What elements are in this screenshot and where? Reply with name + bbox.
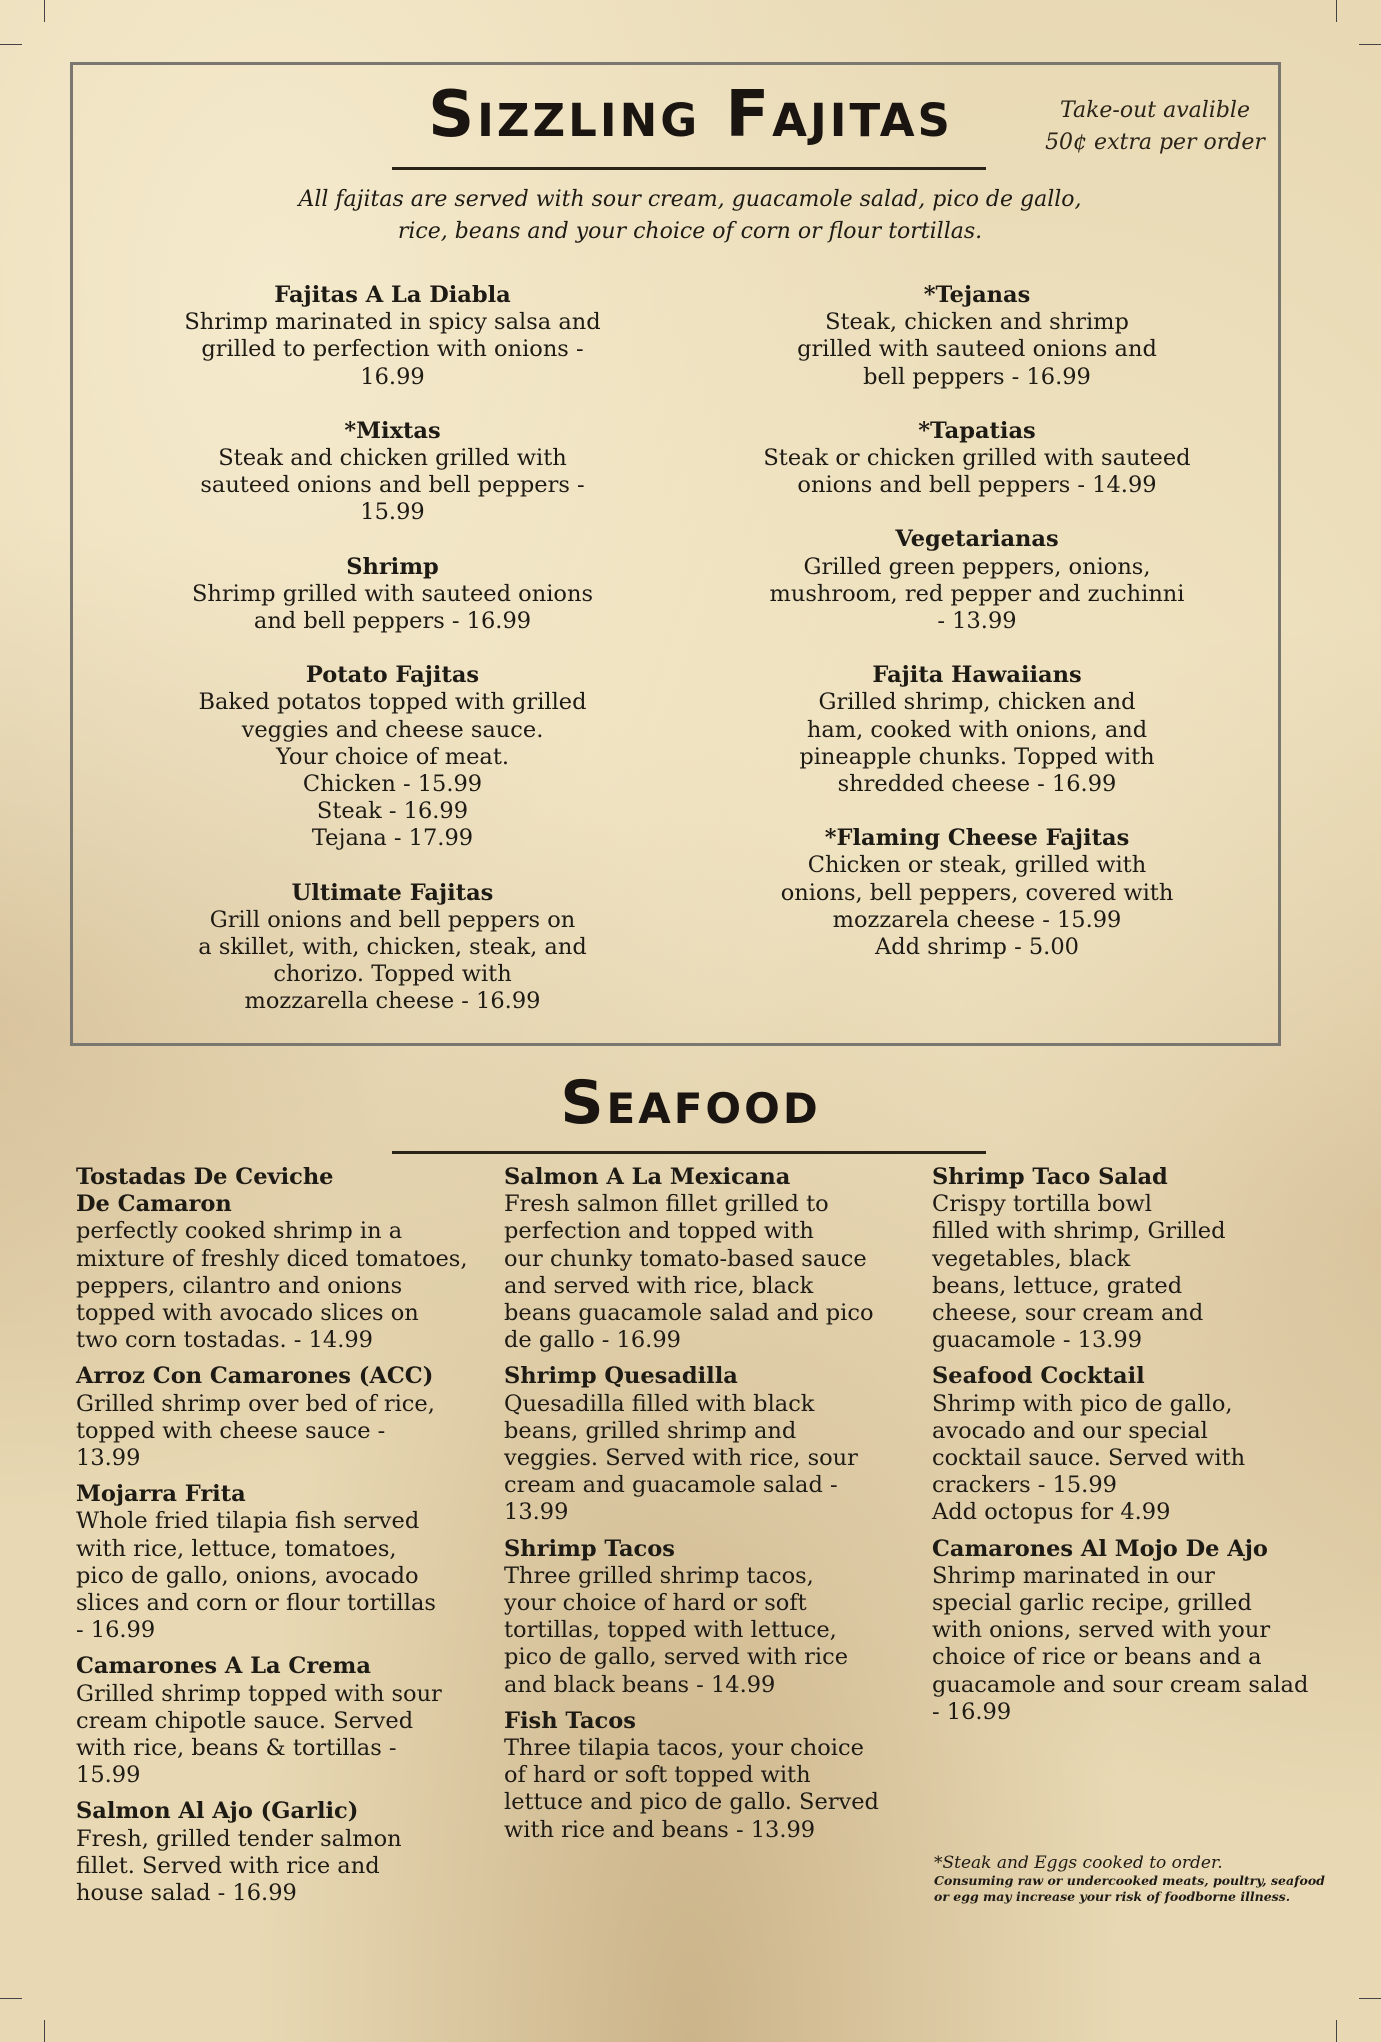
- item-description: cocktail sauce. Served with: [932, 1445, 1246, 1472]
- takeout-line: Take-out avalible: [1060, 98, 1250, 123]
- item-description: topped with avocado slices on: [76, 1300, 419, 1327]
- menu-item: [932, 1164, 1332, 1354]
- item-description: and bell peppers - 16.99: [253, 608, 532, 635]
- food-safety-disclaimer: [934, 1853, 1334, 1905]
- item-description: perfectly cooked shrimp in a: [76, 1218, 403, 1245]
- disclaimer-small: or egg may increase your risk of foodborne illness.: [934, 1889, 1291, 1904]
- item-description: filled with shrimp, Grilled: [932, 1218, 1226, 1245]
- item-price: de gallo - 16.99: [504, 1327, 681, 1354]
- item-description: Baked potatos topped with grilled: [198, 689, 587, 716]
- item-description: Whole fried tilapia fish served: [76, 1508, 420, 1535]
- item-description: avocado and our special: [932, 1417, 1208, 1444]
- menu-item: [752, 662, 1202, 798]
- fajitas-right-column: [752, 282, 1202, 988]
- item-description: Grill onions and bell peppers on: [209, 906, 576, 933]
- item-description: Shrimp marinated in spicy salsa and: [184, 309, 601, 336]
- menu-item: [76, 1653, 476, 1789]
- item-price: 13.99: [504, 1499, 569, 1526]
- item-description: of hard or soft topped with: [504, 1762, 811, 1789]
- item-name: Ultimate Fajitas: [291, 879, 494, 906]
- menu-item: [76, 1798, 476, 1907]
- item-description: tortillas, topped with lettuce,: [504, 1617, 837, 1644]
- item-description: chorizo. Topped with: [273, 961, 512, 988]
- seafood-title-rule: [392, 1151, 986, 1154]
- fajitas-title: Sizzling Fajitas: [428, 78, 953, 152]
- item-name: Fajitas A La Diabla: [274, 282, 511, 308]
- seafood-column-2: [504, 1164, 904, 1853]
- item-price: Chicken - 15.99: [302, 771, 483, 798]
- menu-item: [76, 1481, 476, 1644]
- item-price: 16.99: [360, 363, 425, 390]
- crop-mark: [0, 44, 22, 45]
- item-price: Steak - 16.99: [316, 798, 469, 825]
- item-name: Salmon A La Mexicana: [504, 1164, 791, 1190]
- item-description: and served with rice, black: [504, 1272, 814, 1299]
- item-name: Shrimp: [346, 553, 439, 580]
- item-description: pineapple chunks. Topped with: [799, 743, 1155, 770]
- item-description: a skillet, with, chicken, steak, and: [198, 934, 587, 961]
- menu-item: [752, 526, 1202, 635]
- item-description: with onions, served with your: [932, 1617, 1271, 1644]
- takeout-note: [1040, 95, 1270, 159]
- item-name: Potato Fajitas: [305, 662, 480, 689]
- item-price: - 16.99: [76, 1617, 156, 1644]
- menu-item: [170, 282, 615, 391]
- menu-item: [504, 1363, 904, 1526]
- item-description: Steak, chicken and shrimp: [825, 309, 1129, 336]
- item-name: *Tejanas: [923, 282, 1031, 308]
- item-description: cream and guacamole salad -: [504, 1472, 838, 1499]
- crop-mark: [1359, 44, 1381, 45]
- item-description: cream chipotle sauce. Served: [76, 1707, 414, 1734]
- item-description: Grilled green peppers, onions,: [803, 553, 1151, 580]
- menu-item: [170, 554, 615, 636]
- item-description: Three grilled shrimp tacos,: [504, 1562, 814, 1589]
- item-price: 15.99: [360, 499, 425, 526]
- item-description: onions, bell peppers, covered with: [780, 879, 1174, 906]
- item-name: Shrimp Taco Salad: [932, 1164, 1168, 1190]
- item-name: Arroz Con Camarones (ACC): [76, 1363, 434, 1390]
- seafood-column-1: [76, 1164, 476, 1916]
- seafood-title: Seafood: [560, 1068, 821, 1138]
- fajitas-left-column: [170, 282, 615, 1043]
- item-name: Camarones Al Mojo De Ajo: [932, 1535, 1268, 1562]
- item-description: topped with cheese sauce -: [76, 1417, 386, 1444]
- menu-item: [76, 1363, 476, 1472]
- item-description: beans, lettuce, grated: [932, 1272, 1183, 1299]
- item-name: Shrimp Quesadilla: [504, 1363, 738, 1390]
- item-name: *Tapatias: [918, 417, 1036, 444]
- menu-item: [170, 418, 615, 527]
- item-name: Fajita Hawaiians: [872, 662, 1082, 689]
- item-description: vegetables, black: [932, 1245, 1131, 1272]
- takeout-line: 50¢ extra per order: [1045, 130, 1265, 155]
- item-description: peppers, cilantro and onions: [76, 1272, 403, 1299]
- item-description: perfection and topped with: [504, 1218, 814, 1245]
- intro-line: All fajitas are served with sour cream, guacamole salad, pico de gallo,: [298, 187, 1082, 212]
- item-description: Shrimp with pico de gallo,: [932, 1390, 1233, 1417]
- item-description: ham, cooked with onions, and: [806, 716, 1148, 743]
- fajitas-title-rule: [392, 167, 986, 170]
- item-price: house salad - 16.99: [76, 1880, 297, 1907]
- item-price: and black beans - 14.99: [504, 1671, 776, 1698]
- item-description: Fresh salmon fillet grilled to: [504, 1191, 829, 1218]
- crop-mark: [44, 2020, 45, 2042]
- item-name: Mojarra Frita: [76, 1481, 246, 1508]
- crop-mark: [1359, 1998, 1381, 1999]
- item-description: Steak and chicken grilled with: [218, 445, 567, 472]
- item-description: lettuce and pico de gallo. Served: [504, 1789, 879, 1816]
- item-name: Tostadas De Ceviche: [76, 1164, 334, 1190]
- item-price: Add octopus for 4.99: [932, 1499, 1171, 1526]
- item-description: Quesadilla filled with black: [504, 1390, 815, 1417]
- item-price: bell peppers - 16.99: [863, 363, 1091, 390]
- item-name: Fish Tacos: [504, 1707, 636, 1734]
- item-description: veggies and cheese sauce.: [241, 716, 544, 743]
- item-description: Three tilapia tacos, your choice: [504, 1735, 864, 1762]
- disclaimer-main: *Steak and Eggs cooked to order.: [934, 1853, 1223, 1873]
- menu-item: [932, 1363, 1332, 1526]
- item-name: De Camaron: [76, 1191, 232, 1218]
- item-name: Shrimp Tacos: [504, 1535, 675, 1562]
- item-name: Camarones A La Crema: [76, 1653, 371, 1680]
- item-description: Shrimp marinated in our: [932, 1562, 1215, 1589]
- item-price: two corn tostadas. - 14.99: [76, 1327, 373, 1354]
- item-description: Chicken or steak, grilled with: [807, 852, 1147, 879]
- item-description: with rice, beans & tortillas -: [76, 1735, 397, 1762]
- menu-item: [932, 1536, 1332, 1726]
- item-description: pico de gallo, onions, avocado: [76, 1562, 419, 1589]
- item-price: mozzarella cheese - 16.99: [244, 988, 541, 1015]
- item-description: Crispy tortilla bowl: [932, 1191, 1152, 1218]
- item-description: special garlic recipe, grilled: [932, 1590, 1252, 1617]
- item-name: *Mixtas: [344, 417, 441, 444]
- item-name: Seafood Cocktail: [932, 1363, 1145, 1390]
- item-price: - 13.99: [937, 608, 1017, 635]
- item-description: mixture of freshly diced tomatoes,: [76, 1245, 468, 1272]
- menu-item: [752, 825, 1202, 961]
- fajitas-intro: [240, 184, 1140, 248]
- item-price: with rice and beans - 13.99: [504, 1816, 816, 1843]
- item-price: 13.99: [76, 1445, 141, 1472]
- crop-mark: [0, 1998, 22, 1999]
- seafood-column-3: [932, 1164, 1332, 1735]
- item-description: mushroom, red pepper and zuchinni: [769, 580, 1185, 607]
- item-name: Salmon Al Ajo (Garlic): [76, 1798, 359, 1825]
- item-description: Shrimp grilled with sauteed onions: [191, 580, 593, 607]
- item-price: shredded cheese - 16.99: [837, 771, 1117, 798]
- item-description: with rice, lettuce, tomatoes,: [76, 1535, 397, 1562]
- item-description: choice of rice or beans and a: [932, 1644, 1262, 1671]
- item-description: slices and corn or flour tortillas: [76, 1590, 436, 1617]
- item-description: Steak or chicken grilled with sauteed: [763, 445, 1191, 472]
- item-description: your choice of hard or soft: [504, 1590, 807, 1617]
- item-description: guacamole and sour cream salad: [932, 1671, 1309, 1698]
- menu-item: [504, 1164, 904, 1354]
- item-price: 15.99: [76, 1762, 141, 1789]
- item-price: onions and bell peppers - 14.99: [797, 472, 1157, 499]
- crop-mark: [44, 0, 45, 22]
- intro-line: rice, beans and your choice of corn or flour tortillas.: [397, 219, 983, 244]
- menu-item: [76, 1164, 476, 1354]
- item-price: mozzarela cheese - 15.99: [832, 906, 1122, 933]
- item-description: grilled to perfection with onions -: [201, 336, 584, 363]
- item-price: - 16.99: [932, 1698, 1012, 1725]
- crop-mark: [1336, 2020, 1337, 2042]
- item-name: Vegetarianas: [895, 526, 1059, 553]
- item-price: Tejana - 17.99: [311, 825, 474, 852]
- item-description: sauteed onions and bell peppers -: [200, 472, 585, 499]
- item-description: Grilled shrimp topped with sour: [76, 1680, 442, 1707]
- menu-item: [752, 418, 1202, 500]
- item-name: *Flaming Cheese Fajitas: [824, 825, 1130, 852]
- item-description: pico de gallo, served with rice: [504, 1644, 849, 1671]
- item-description: our chunky tomato-based sauce: [504, 1245, 867, 1272]
- item-description: beans guacamole salad and pico: [504, 1300, 874, 1327]
- crop-mark: [1336, 0, 1337, 22]
- item-price: crackers - 15.99: [932, 1472, 1117, 1499]
- menu-item: [170, 880, 615, 1016]
- item-description: veggies. Served with rice, sour: [504, 1445, 858, 1472]
- item-description: Your choice of meat.: [275, 743, 510, 770]
- item-description: beans, grilled shrimp and: [504, 1417, 797, 1444]
- item-description: fillet. Served with rice and: [76, 1852, 380, 1879]
- menu-item: [170, 662, 615, 852]
- item-price: guacamole - 13.99: [932, 1327, 1143, 1354]
- menu-item: [752, 282, 1202, 391]
- item-description: Fresh, grilled tender salmon: [76, 1825, 402, 1852]
- item-description: Grilled shrimp over bed of rice,: [76, 1390, 435, 1417]
- item-description: Grilled shrimp, chicken and: [818, 689, 1136, 716]
- item-price: Add shrimp - 5.00: [875, 934, 1079, 961]
- item-description: grilled with sauteed onions and: [797, 336, 1157, 363]
- menu-item: [504, 1536, 904, 1699]
- disclaimer-small: Consuming raw or undercooked meats, poultry, seafood: [934, 1873, 1325, 1888]
- item-description: cheese, sour cream and: [932, 1300, 1204, 1327]
- menu-item: [504, 1708, 904, 1844]
